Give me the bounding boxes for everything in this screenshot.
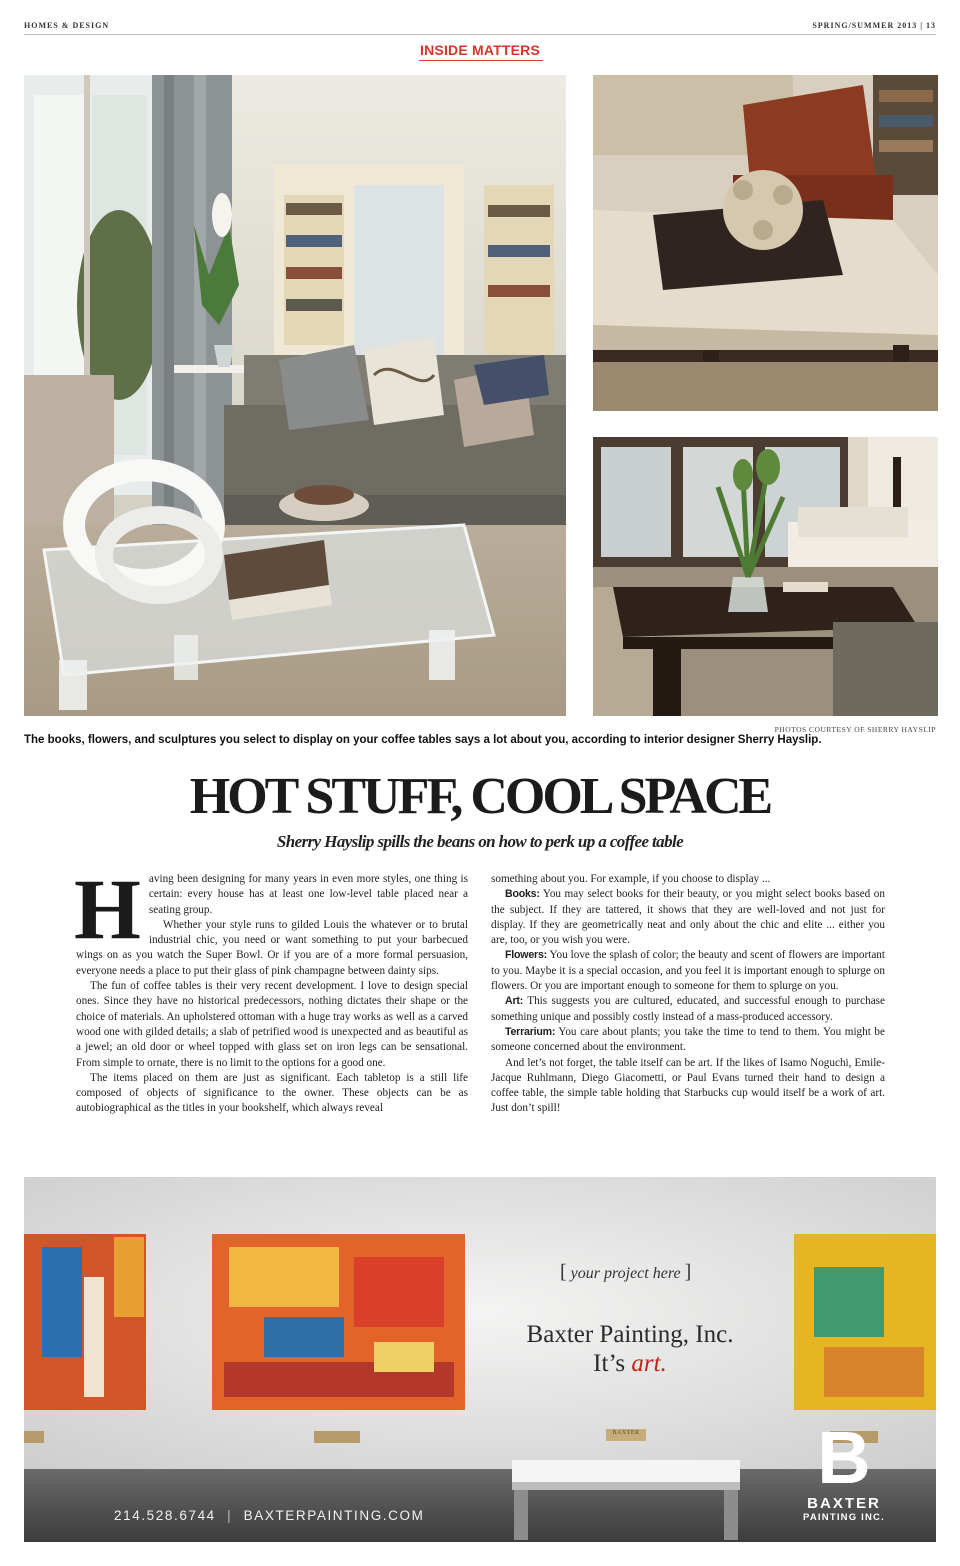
item-label: Books:	[505, 888, 540, 901]
article-column-1	[74, 861, 468, 1117]
ad-company	[480, 1320, 780, 1378]
item-text: This suggests you are cultured, educated, and successful enough to purchase something unique and possibly costly instead of a mass-produced accessory.	[491, 995, 885, 1023]
logo-sub: PAINTING INC.	[803, 1512, 885, 1523]
paragraph: The items placed on them are just as significant. Each tabletop is a still life composed of objects of significance to the owner. These objects can be as autobiographical as the titles in your bookshelf, which always reveal	[76, 1071, 468, 1115]
company-name: Baxter Painting, Inc.	[526, 1321, 734, 1348]
photo-calla-lilies	[593, 437, 938, 716]
article-headline: HOT STUFF, COOL SPACE	[189, 768, 771, 825]
slogan-art: art.	[631, 1350, 667, 1377]
item-label: Terrarium:	[505, 1025, 556, 1038]
running-head-right: SPRING/SUMMER 2013 | 13	[812, 21, 936, 30]
separator: |	[227, 1508, 233, 1523]
logo-letter: B	[817, 1416, 871, 1499]
photo-ottoman	[593, 75, 938, 411]
slogan-its: It’s	[593, 1350, 626, 1377]
running-head-left: HOMES & DESIGN	[24, 21, 110, 30]
photo-living-room	[24, 75, 566, 716]
paragraph: The fun of coffee tables is their very recent development. I love to design special ones. Since they have no historical predecessors, nothing dictates their shape or the choice of materials. An upholstered ottoman with a huge tray works as well as a carved wood one with gilded details; a slab of petrified wood is unexpected and as beautiful as a jewel; an old door or wheel topped with glass set on iron legs can be sensational. From simple to ornate, there is no limit to the options for a good one.	[76, 980, 468, 1069]
item-label: Flowers:	[505, 949, 547, 962]
header-rule	[24, 34, 936, 35]
article-column-2	[491, 872, 885, 1117]
list-item-books	[491, 887, 885, 948]
baxter-advertisement[interactable]	[24, 1177, 936, 1542]
ad-tagline	[560, 1261, 691, 1284]
paragraph: Whether your style runs to gilded Louis the whatever or to brutal industrial chic, you need or want something to put your barbecued wings on as you watch the Super Bowl. Or if you are of a more formal persuasion, everyone needs a place to put their glass of pink champagne between dainty sips.	[76, 918, 468, 977]
list-item-art	[491, 994, 885, 1025]
baxter-logo	[790, 1416, 898, 1525]
logo-name: BAXTER	[807, 1495, 881, 1512]
section-label: INSIDE MATTERS	[420, 42, 540, 58]
paragraph: aving been designing for many years in even more styles, one thing is certain: every house has at least one low-level table placed near a seating group.	[148, 873, 468, 916]
paragraph: something about you. For example, if you choose to display ...	[491, 873, 771, 885]
list-item-terrarium	[491, 1025, 885, 1056]
ad-phone[interactable]: 214.528.6744	[114, 1508, 216, 1523]
item-label: Art:	[505, 995, 524, 1008]
photo-caption: The books, flowers, and sculptures you select to display on your coffee tables says a lot about you, according to interior designer Sherry Hayslip.	[24, 734, 822, 746]
tagline-text: your project here	[570, 1265, 681, 1282]
ad-website-link[interactable]: BAXTERPAINTING.COM	[243, 1508, 425, 1523]
plaque-text: BAXTER	[612, 1430, 640, 1436]
item-text: You love the splash of color; the beauty and scent of flowers are important to you. Maybe it is a special occasion, and you feel it is important enough to splurge on flowers. Or you are important enough to someone for them to splurge on you.	[491, 949, 885, 993]
ad-slogan	[480, 1349, 780, 1378]
list-item-flowers	[491, 948, 885, 994]
paragraph: And let’s not forget, the table itself can be art. If the likes of Isamo Noguchi, Emile-Jacque Ruhlmann, Diego Giacometti, or Paul Evans turned their hand to design a coffee table, the simple table holding that Starbucks cup would itself be a work of art. Just don’t spill!	[491, 1056, 885, 1115]
section-underline	[419, 60, 543, 61]
photo-credit: PHOTOS COURTESY OF SHERRY HAYSLIP	[774, 725, 936, 734]
article-deck: Sherry Hayslip spills the beans on how to perk up a coffee table	[276, 832, 684, 851]
item-text: You may select books for their beauty, or you might select books based on the subject. If they are tattered, it shows that they are well-loved and not just for display. If they are geometrically neat and only about the chic and elite ... either you are, too, or you wish you were.	[491, 888, 885, 947]
ad-contact	[114, 1508, 424, 1523]
drop-cap: H	[74, 861, 141, 957]
bracket-close: ]	[684, 1261, 692, 1283]
bracket-open: [	[560, 1261, 567, 1283]
item-text: You care about plants; you take the time to tend to them. You might be someone concerned about the environment.	[491, 1025, 885, 1054]
